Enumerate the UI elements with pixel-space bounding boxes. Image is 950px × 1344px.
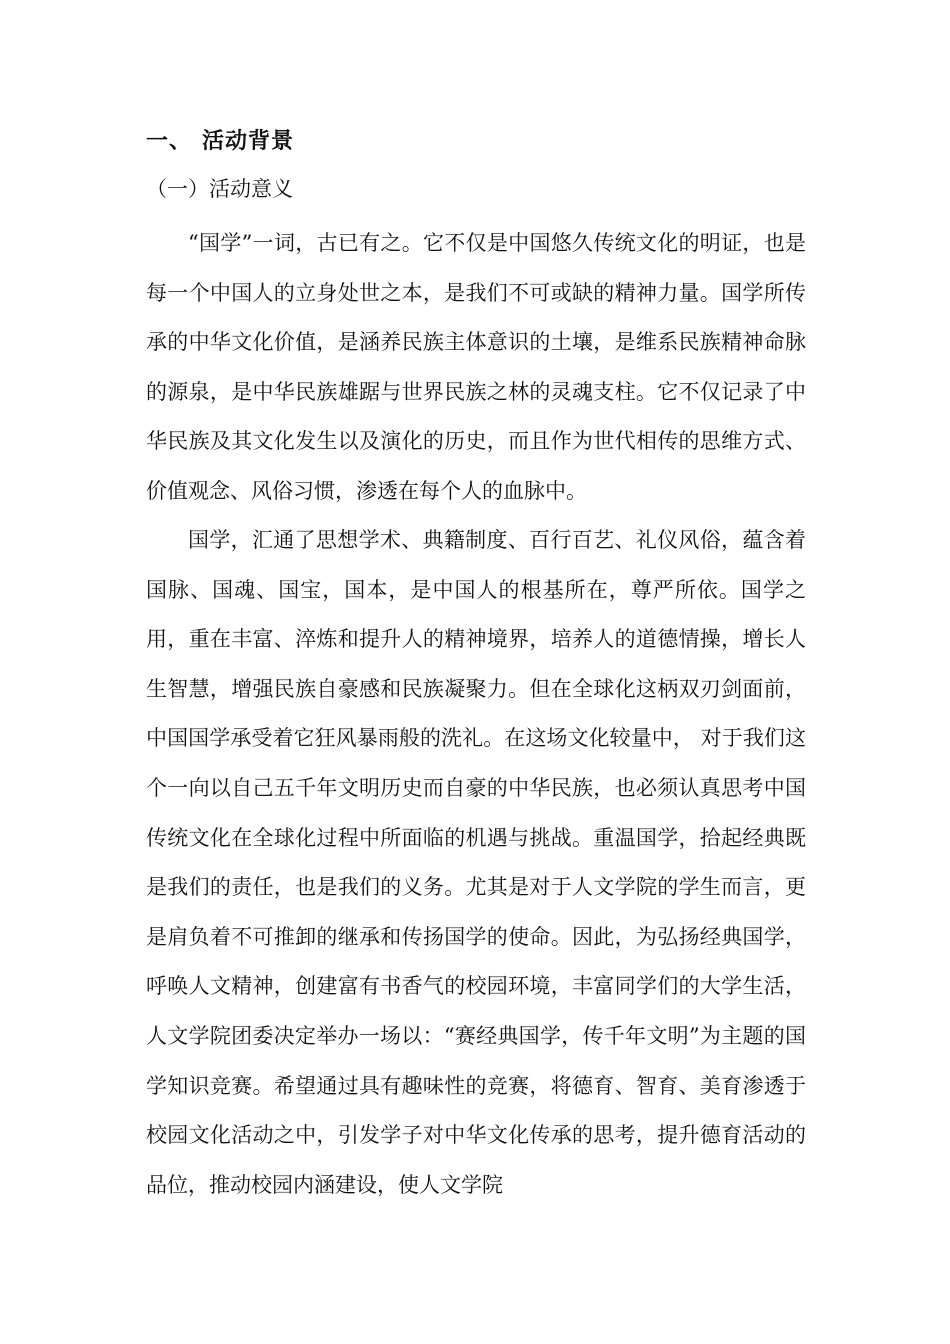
subsection-heading: （一）活动意义 — [146, 177, 293, 201]
body-paragraph: “国学”一词，古已有之。它不仅是中国悠久传统文化的明证，也是每一个中国人的立身处世之本，是我们不可或缺的精神力量。国学所传承的中华文化价值，是涵养民族主体意识的土壤，是维系民族精神命脉的源泉，是中华民族雄踞与世界民族之林的灵魂支柱。它不仅记录了中华民族及其文化发生以及演化的历史，而且作为世代相传的思维方式、价值观念、风俗习惯，渗透在每个人的血脉中。 — [146, 231, 806, 503]
section-heading — [146, 121, 294, 161]
section-title: 活动背景 — [202, 128, 295, 154]
body-paragraph: 国学，汇通了思想学术、典籍制度、百行百艺、礼仪风俗，蕴含着国脉、国魂、国宝，国本，是中国人的根基所在，尊严所依。国学之用，重在丰富、淬炼和提升人的精神境界，培养人的道德情操，增长人生智慧，增强民族自豪感和民族凝聚力。但在全球化这柄双刃剑面前，中国国学承受着它狂风暴雨般的洗礼。在这场文化较量中， 对于我们这个一向以自己五千年文明历史而自豪的中华民族，也必须认真思考中国传统文化在全球化过程中所面临的机遇与挑战。重温国学，拾起经典既是我们的责任，也是我们的义务。尤其是对于人文学院的学生而言，更是肩负着不可推卸的继承和传扬国学的使命。因此，为弘扬经典国学，呼唤人文精神，创建富有书香气的校园环境，丰富同学们的大学生活，人文学院团委决定举办一场以：“赛经典国学，传千年文明”为主题的国学知识竞赛。希望通过具有趣味性的竞赛，将德育、智育、美育渗透于校园文化活动之中，引发学子对中华文化传承的思考，提升德育活动的品位，推动校园内涵建设，使人文学院 — [146, 528, 806, 1197]
section-number: 一、 — [146, 128, 193, 154]
